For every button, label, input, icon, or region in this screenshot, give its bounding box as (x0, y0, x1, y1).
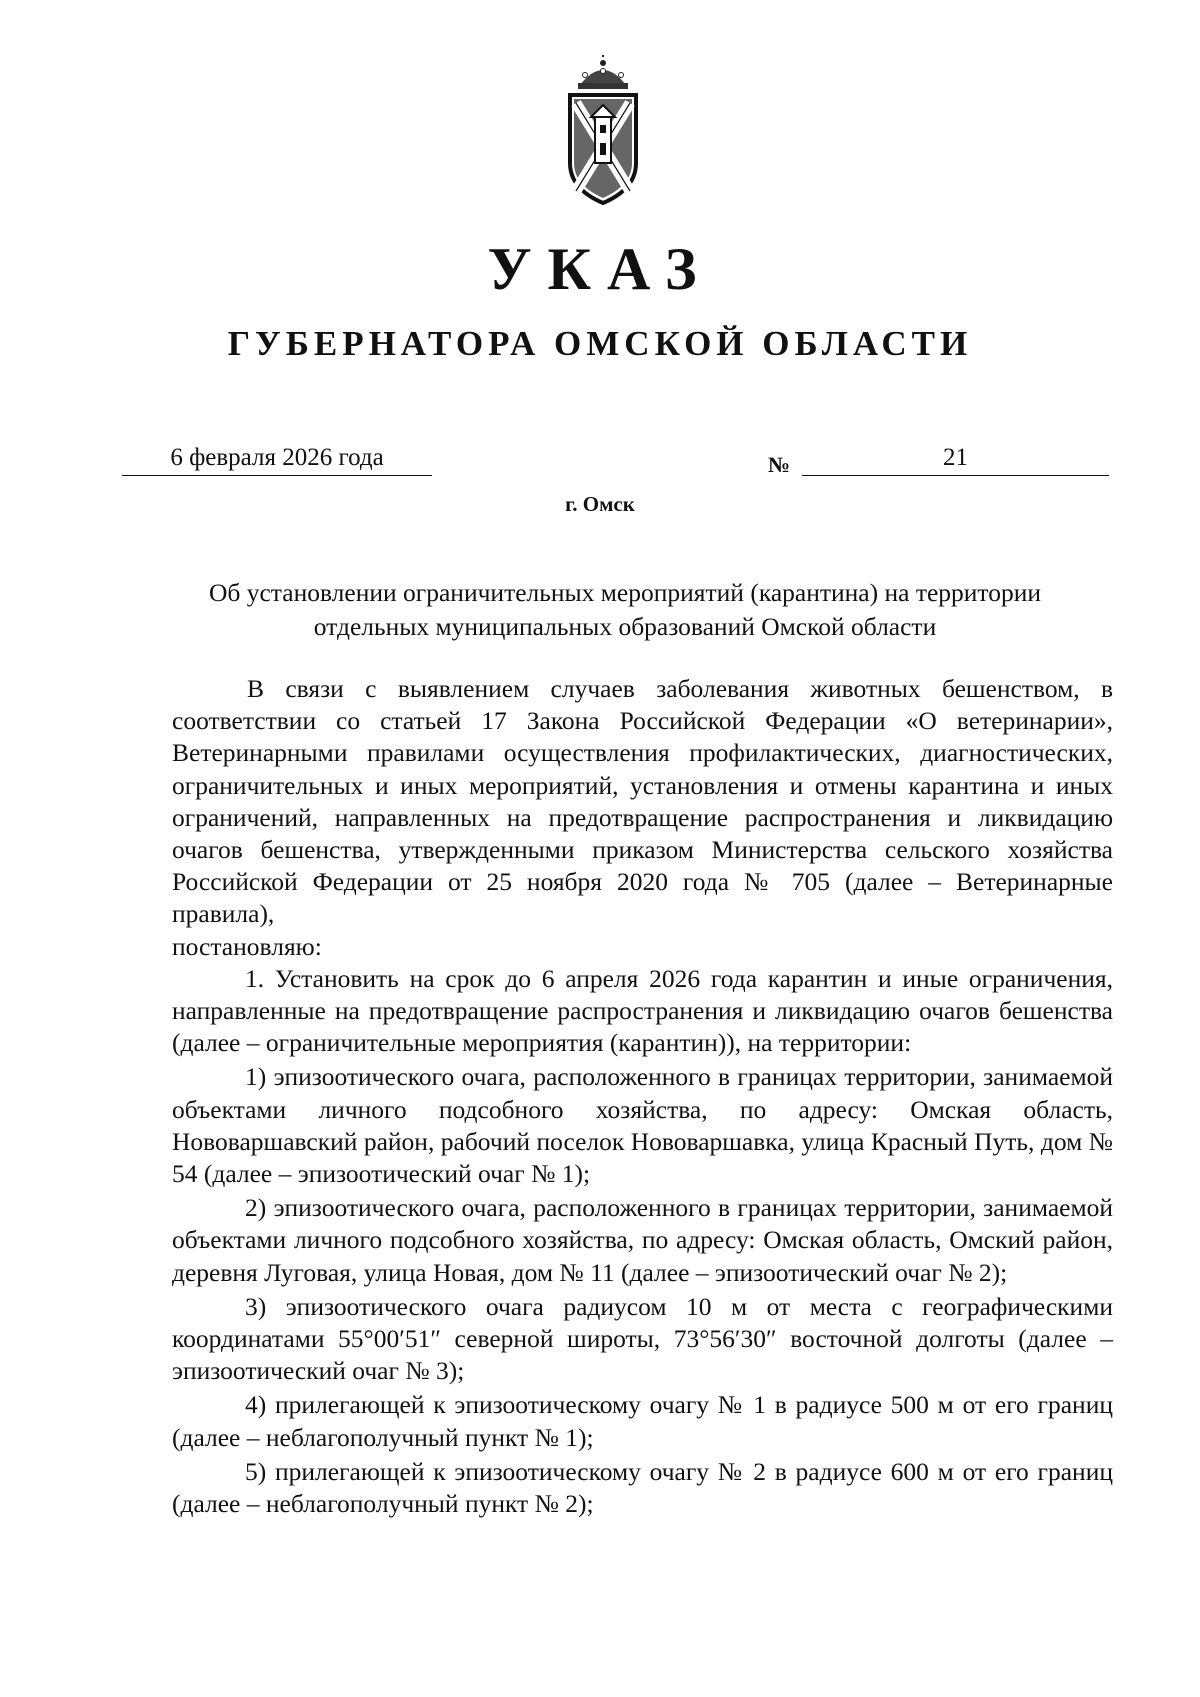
document-date: 6 февраля 2026 года (122, 443, 432, 476)
document-city: г. Омск (565, 492, 635, 516)
document-subtitle: ГУБЕРНАТОРА ОМСКОЙ ОБЛАСТИ (227, 324, 973, 363)
list-item: 2) эпизоотического очага, расположенного в границах территории, занимаемой объектами личного подсобного хозяйства, по адресу: Омская область, Омский район, деревня Луговая, улица Новая, дом № 11 (далее – эпизоотический очаг № 2); (172, 1193, 1113, 1287)
document-number: 21 (802, 443, 1109, 476)
document-body (172, 673, 1113, 1520)
list-item: 5) прилегающей к эпизоотическому очагу № 2 в радиусе 600 м от его границ (далее – неблагополучный пункт № 2); (172, 1456, 1113, 1519)
postanovlyayu-line: постановляю: (172, 931, 322, 961)
point-1: 1. Установить на срок до 6 апреля 2026 года карантин и иные ограничения, направленные на предотвращение распространения и ликвидацию очагов бешенства (далее – ограничительные мероприятия (карантин)), на территории: (172, 963, 1113, 1058)
heading-line-2: отдельных муниципальных образований Омской области (313, 612, 937, 641)
list-item: 3) эпизоотического очага радиусом 10 м от места с географическими координатами 55°00′51″ северной широты, 73°56′30″ восточной долготы (далее – эпизоотический очаг № 3); (172, 1291, 1113, 1386)
omsk-coat-of-arms-icon (558, 55, 648, 205)
number-sign: № (768, 452, 791, 477)
list-item: 1) эпизоотического очага, расположенного в границах территории, занимаемой объектами личного подсобного хозяйства, по адресу: Омская область, Нововаршавский район, рабочий поселок Нововаршавка, улица Красный Путь, дом № 54 (далее – эпизоотический очаг № 1); (172, 1062, 1113, 1189)
document-heading (150, 576, 1100, 644)
document-title: УКАЗ (487, 236, 713, 302)
list-item: 4) прилегающей к эпизоотическому очагу № 1 в радиусе 500 м от его границ (далее – неблагополучный пункт № 1); (172, 1390, 1113, 1452)
heading-line-1: Об установлении ограничительных мероприятий (карантина) на территории (208, 578, 1042, 607)
intro-paragraph: В связи с выявлением случаев заболевания животных бешенством, в соответствии со статьей 17 Закона Российской Федерации «О ветеринарии», Ветеринарными правилами осуществления профилактических, диагностических, ограничительных и иных мероприятий, установления и отмены карантина и иных ограничений, направленных на предотвращение распространения и ликвидацию очагов бешенства, утвержденными приказом Министерства сельского хозяйства Российской Федерации от 25 ноября 2020 года № 705 (далее – Ветеринарные правила), (172, 674, 1113, 929)
